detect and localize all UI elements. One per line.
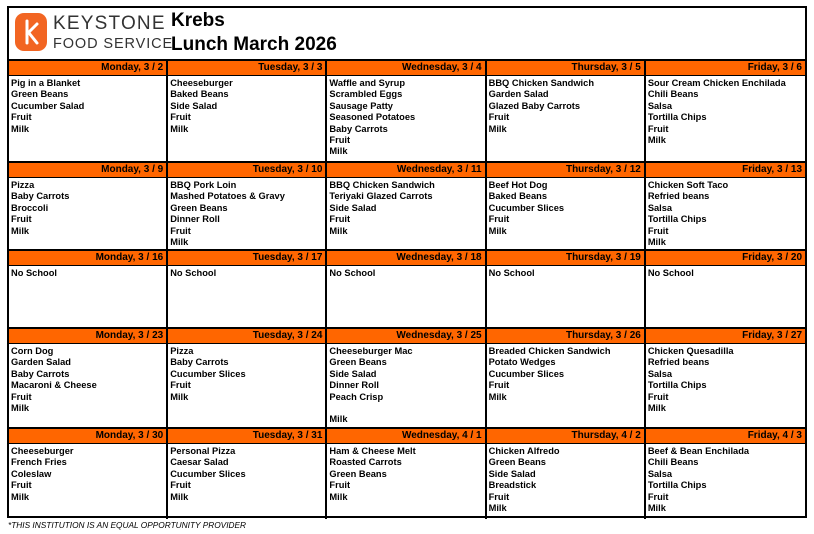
menu-item: Tortilla Chips — [647, 480, 707, 491]
week-row — [9, 61, 805, 163]
menu-item-list — [9, 344, 166, 414]
menu-item: Fruit — [170, 380, 191, 391]
menu-item: Refried beans — [647, 357, 710, 368]
day-cell — [646, 329, 805, 427]
menu-item: Baked Beans — [170, 89, 229, 100]
logo-k-icon — [15, 13, 47, 51]
menu-item: Cucumber Slices — [170, 468, 246, 479]
menu-item-list — [9, 266, 166, 279]
menu-item: Fruit — [11, 480, 32, 491]
menu-item: No School — [170, 268, 217, 278]
week-row — [9, 429, 805, 519]
day-cell — [9, 329, 168, 427]
day-cell — [327, 429, 486, 519]
menu-item: Green Beans — [170, 202, 228, 213]
menu-item-list — [646, 178, 805, 248]
week-row — [9, 329, 805, 429]
menu-item-list — [168, 178, 325, 248]
menu-item: Fruit — [488, 380, 510, 391]
day-cell — [9, 61, 168, 161]
menu-item: Waffle and Syrup — [329, 78, 405, 88]
day-date-header: Monday, 3 / 30 — [9, 429, 166, 444]
menu-item: Beef Hot Dog — [488, 180, 548, 190]
day-cell — [168, 163, 327, 249]
day-date-header: Tuesday, 3 / 24 — [168, 329, 325, 344]
menu-item: Milk — [170, 237, 189, 248]
menu-item: Chili Beans — [647, 89, 699, 100]
menu-item: Green Beans — [329, 468, 387, 479]
menu-item-list — [646, 344, 805, 414]
menu-item: Fruit — [170, 480, 191, 491]
menu-item: Pizza — [170, 346, 194, 356]
menu-item: Side Salad — [329, 368, 377, 379]
menu-item-list — [168, 444, 325, 503]
menu-item: BBQ Chicken Sandwich — [488, 78, 594, 88]
day-date-header: Friday, 3 / 6 — [646, 61, 805, 76]
menu-item: Milk — [11, 403, 30, 414]
day-date-header: Wednesday, 3 / 25 — [327, 329, 484, 344]
menu-item: Milk — [170, 391, 189, 402]
menu-item: Sour Cream Chicken Enchilada — [647, 78, 786, 88]
day-date-header: Monday, 3 / 2 — [9, 61, 166, 76]
keystone-logo — [15, 13, 174, 55]
menu-item: Milk — [647, 503, 666, 514]
menu-item: Side Salad — [329, 202, 377, 213]
menu-item: Milk — [329, 225, 348, 236]
menu-item: Milk — [329, 414, 348, 425]
day-cell — [646, 429, 805, 519]
day-date-header: Friday, 3 / 27 — [646, 329, 805, 344]
menu-item: Broccoli — [11, 202, 49, 213]
day-date-header: Monday, 3 / 23 — [9, 329, 166, 344]
menu-item: Coleslaw — [11, 468, 52, 479]
menu-item: Fruit — [647, 491, 669, 502]
menu-item: Fruit — [11, 214, 32, 225]
menu-item: Fruit — [488, 491, 510, 502]
menu-item-list — [327, 76, 484, 158]
menu-item-list — [9, 76, 166, 135]
menu-item: Chili Beans — [647, 457, 699, 468]
menu-item: Milk — [488, 225, 507, 236]
menu-item-list — [487, 444, 644, 514]
day-date-header: Wednesday, 3 / 11 — [327, 163, 484, 178]
menu-item: Chicken Soft Taco — [647, 180, 729, 190]
menu-item: Breaded Chicken Sandwich — [488, 346, 611, 356]
menu-item: Fruit — [647, 391, 669, 402]
menu-item: Baked Beans — [488, 191, 548, 202]
day-date-header: Friday, 4 / 3 — [646, 429, 805, 444]
menu-item: Fruit — [170, 225, 191, 236]
menu-item: Cheeseburger — [11, 446, 74, 456]
menu-item: No School — [329, 268, 376, 278]
menu-item: Milk — [647, 403, 666, 414]
menu-item: Macaroni & Cheese — [11, 380, 97, 391]
menu-item: Milk — [11, 225, 30, 236]
menu-item: Green Beans — [329, 357, 387, 368]
menu-item-list — [487, 266, 644, 279]
day-date-header: Thursday, 3 / 19 — [487, 251, 644, 266]
day-cell — [487, 163, 646, 249]
day-cell — [168, 429, 327, 519]
menu-item: Milk — [170, 123, 189, 134]
menu-item-list — [646, 266, 805, 279]
day-date-header: Wednesday, 3 / 4 — [327, 61, 484, 76]
menu-item-list — [487, 344, 644, 403]
logo-text-food-service: FOOD SERVICE — [53, 36, 174, 52]
menu-item: Fruit — [329, 135, 351, 146]
menu-item: Garden Salad — [488, 89, 549, 100]
day-cell — [168, 251, 327, 327]
day-date-header: Tuesday, 3 / 31 — [168, 429, 325, 444]
menu-item: Potato Wedges — [488, 357, 556, 368]
menu-item: Teriyaki Glazed Carrots — [329, 191, 433, 202]
day-cell — [646, 251, 805, 327]
menu-item: Fruit — [11, 112, 32, 123]
menu-item: Cucumber Slices — [170, 368, 246, 379]
menu-item: Tortilla Chips — [647, 214, 707, 225]
menu-item: Dinner Roll — [170, 214, 220, 225]
day-cell — [9, 251, 168, 327]
menu-item: Corn Dog — [11, 346, 54, 356]
school-name: Krebs — [171, 10, 225, 31]
menu-item-list — [327, 444, 484, 503]
menu-item: Seasoned Potatoes — [329, 112, 416, 123]
day-date-header: Tuesday, 3 / 17 — [168, 251, 325, 266]
day-date-header: Wednesday, 3 / 18 — [327, 251, 484, 266]
menu-item: Pizza — [11, 180, 35, 190]
day-date-header: Friday, 3 / 13 — [646, 163, 805, 178]
menu-header — [9, 8, 805, 59]
menu-item: Milk — [488, 391, 507, 402]
menu-item: Ham & Cheese Melt — [329, 446, 416, 456]
day-date-header: Thursday, 3 / 5 — [487, 61, 644, 76]
menu-item — [329, 403, 484, 414]
day-date-header: Thursday, 4 / 2 — [487, 429, 644, 444]
menu-item: Garden Salad — [11, 357, 71, 368]
day-cell — [168, 329, 327, 427]
menu-item-list — [646, 76, 805, 146]
day-cell — [168, 61, 327, 161]
menu-item: Pig in a Blanket — [11, 78, 81, 88]
menu-item-list — [327, 178, 484, 237]
day-cell — [487, 251, 646, 327]
menu-item: Milk — [329, 491, 348, 502]
menu-item: Baby Carrots — [11, 191, 70, 202]
week-row — [9, 163, 805, 251]
menu-frame — [7, 6, 807, 518]
menu-item: Personal Pizza — [170, 446, 236, 456]
menu-item-list — [327, 344, 484, 426]
day-date-header: Wednesday, 4 / 1 — [327, 429, 484, 444]
menu-item: Mashed Potatoes & Gravy — [170, 191, 285, 202]
menu-item: No School — [488, 268, 535, 278]
menu-item: Chicken Alfredo — [488, 446, 560, 456]
menu-item: Tortilla Chips — [647, 112, 707, 123]
menu-item: Milk — [329, 146, 348, 157]
day-cell — [487, 329, 646, 427]
menu-item: Salsa — [647, 100, 673, 111]
menu-item: Scrambled Eggs — [329, 89, 403, 100]
menu-item: Milk — [11, 123, 30, 134]
menu-calendar-grid — [9, 59, 805, 519]
day-cell — [9, 163, 168, 249]
menu-item: Green Beans — [11, 89, 69, 100]
day-date-header: Thursday, 3 / 12 — [487, 163, 644, 178]
menu-item: Fruit — [329, 214, 351, 225]
menu-item: Milk — [488, 123, 507, 134]
menu-item: Salsa — [647, 368, 673, 379]
day-cell — [327, 251, 486, 327]
menu-item: Baby Carrots — [329, 123, 388, 134]
menu-item: No School — [647, 268, 694, 278]
menu-item: Side Salad — [170, 100, 218, 111]
menu-item: Sausage Patty — [329, 100, 393, 111]
menu-item: Cheeseburger Mac — [329, 346, 413, 356]
day-date-header: Monday, 3 / 9 — [9, 163, 166, 178]
menu-item: Caesar Salad — [170, 457, 229, 468]
menu-item: Breadstick — [488, 480, 537, 491]
menu-item: Milk — [488, 503, 507, 514]
menu-item: Salsa — [647, 202, 673, 213]
day-date-header: Tuesday, 3 / 10 — [168, 163, 325, 178]
menu-item: Cucumber Salad — [11, 100, 85, 111]
day-cell — [487, 61, 646, 161]
day-cell — [327, 329, 486, 427]
menu-item-list — [168, 266, 325, 279]
day-cell — [646, 163, 805, 249]
menu-item: Dinner Roll — [329, 380, 379, 391]
menu-item: French Fries — [11, 457, 67, 468]
day-date-header: Monday, 3 / 16 — [9, 251, 166, 266]
menu-item: Tortilla Chips — [647, 380, 707, 391]
menu-item: Milk — [647, 135, 666, 146]
menu-item: Fruit — [11, 391, 32, 402]
menu-item: Beef & Bean Enchilada — [647, 446, 750, 456]
menu-item: Fruit — [329, 480, 351, 491]
menu-item: BBQ Pork Loin — [170, 180, 237, 190]
week-row — [9, 251, 805, 329]
menu-item: Fruit — [647, 123, 669, 134]
menu-item: Milk — [170, 491, 189, 502]
day-cell — [327, 61, 486, 161]
equal-opportunity-notice: *THIS INSTITUTION IS AN EQUAL OPPORTUNITY PROVIDER — [8, 520, 247, 530]
menu-item: Cheeseburger — [170, 78, 233, 88]
menu-item: Baby Carrots — [11, 368, 70, 379]
menu-item: Milk — [647, 237, 666, 248]
menu-item-list — [168, 344, 325, 403]
menu-title: Lunch March 2026 — [171, 34, 337, 55]
day-cell — [327, 163, 486, 249]
logo-text-keystone: KEYSTONE — [53, 13, 166, 34]
menu-item: Milk — [11, 491, 30, 502]
menu-item: Chicken Quesadilla — [647, 346, 734, 356]
menu-item: Cucumber Slices — [488, 202, 565, 213]
day-cell — [9, 429, 168, 519]
menu-item: Refried beans — [647, 191, 710, 202]
menu-item-list — [646, 444, 805, 514]
menu-item: Baby Carrots — [170, 357, 229, 368]
menu-item: Fruit — [488, 214, 510, 225]
menu-item: Glazed Baby Carrots — [488, 100, 581, 111]
menu-item: BBQ Chicken Sandwich — [329, 180, 435, 190]
day-date-header: Tuesday, 3 / 3 — [168, 61, 325, 76]
menu-item: Fruit — [488, 112, 510, 123]
menu-item-list — [487, 76, 644, 135]
menu-item-list — [487, 178, 644, 237]
menu-item: Fruit — [647, 225, 669, 236]
menu-item-list — [327, 266, 484, 279]
menu-item: Fruit — [170, 112, 191, 123]
menu-item: Green Beans — [488, 457, 546, 468]
menu-item: No School — [11, 268, 57, 278]
menu-item-list — [168, 76, 325, 135]
menu-item: Side Salad — [488, 468, 536, 479]
day-date-header: Thursday, 3 / 26 — [487, 329, 644, 344]
day-date-header: Friday, 3 / 20 — [646, 251, 805, 266]
menu-item-list — [9, 178, 166, 237]
day-cell — [646, 61, 805, 161]
menu-item: Roasted Carrots — [329, 457, 402, 468]
menu-item: Salsa — [647, 468, 673, 479]
day-cell — [487, 429, 646, 519]
menu-item: Cucumber Slices — [488, 368, 565, 379]
menu-item-list — [9, 444, 166, 503]
menu-item: Peach Crisp — [329, 391, 384, 402]
